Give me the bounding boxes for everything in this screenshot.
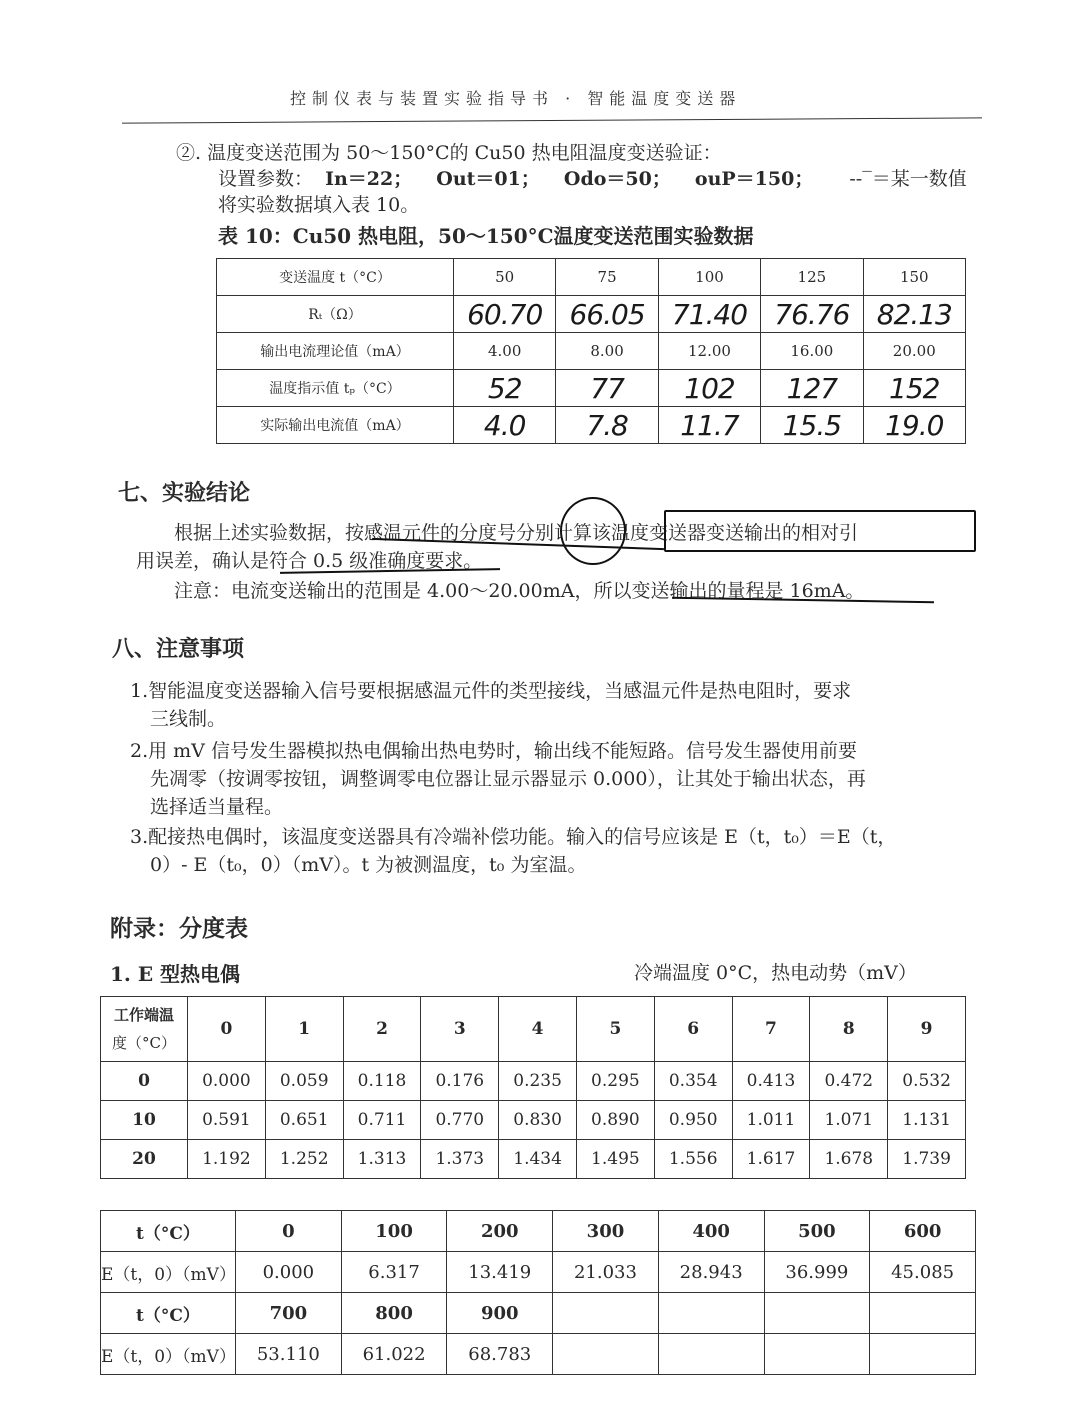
e-table-col-head: 3 (421, 997, 499, 1062)
v-table-e-cell: 13.419 (447, 1252, 553, 1293)
e-table-row-head: 10 (101, 1101, 188, 1140)
v-table-t-row (101, 1211, 976, 1252)
v-table-e-row (101, 1252, 976, 1293)
v-table-e-cell (658, 1334, 764, 1375)
table-10-row-label: 输出电流理论值（mA） (217, 333, 454, 370)
ink-box-mark (664, 510, 976, 552)
v-table-e-cell: 0.000 (236, 1252, 342, 1293)
e-table-cell: 0.235 (499, 1062, 577, 1101)
v-table-e-cell: 68.783 (447, 1334, 553, 1375)
e-table-cell: 1.495 (576, 1140, 654, 1179)
table-10-row (217, 296, 966, 333)
v-table-e-cell (553, 1334, 659, 1375)
v-table-e-cell: 21.033 (553, 1252, 659, 1293)
e-table-col-head: 4 (499, 997, 577, 1062)
table-10-cell: 8.00 (556, 333, 658, 370)
e-table-cell: 1.739 (888, 1140, 966, 1179)
table-10-cell: 60.70 (454, 296, 556, 333)
table-10-cell: 52 (454, 370, 556, 407)
e-table-cell: 0.472 (810, 1062, 888, 1101)
table-10-cell: 125 (761, 259, 863, 296)
e-table-row (101, 1062, 966, 1101)
table-10-cell: 4.00 (454, 333, 556, 370)
header-rule (122, 117, 982, 123)
e-table-header-row (101, 997, 966, 1062)
e-type-table-2 (100, 1210, 976, 1375)
e-table-cell: 0.176 (421, 1062, 499, 1101)
v-table-e-label: E（t，0）（mV） (101, 1334, 236, 1375)
table-10-cell: 127 (761, 370, 863, 407)
table-10-cell: 20.00 (863, 333, 965, 370)
note-line: 选择适当量程。 (150, 796, 284, 818)
corner-line-2: 度（°C） (112, 1034, 176, 1052)
v-table-e-row (101, 1334, 976, 1375)
v-table-t-cell (870, 1293, 976, 1334)
e-table-cell: 0.295 (576, 1062, 654, 1101)
v-table-t-cell: 100 (341, 1211, 447, 1252)
v-table-t-cell: 0 (236, 1211, 342, 1252)
ink-circle-mark (560, 497, 626, 565)
table-10-row (217, 407, 966, 444)
e-table-cell: 0.059 (265, 1062, 343, 1101)
table-10-row-label: 温度指示值 tₚ（°C） (217, 370, 454, 407)
e-table-row (101, 1101, 966, 1140)
e-table-cell: 0.890 (576, 1101, 654, 1140)
param-odo: Odo＝50； (563, 168, 671, 190)
v-table-e-label: E（t，0）（mV） (101, 1252, 236, 1293)
v-table-t-row (101, 1293, 976, 1334)
e-table-col-head: 7 (732, 997, 810, 1062)
conclusion-heading: 七、实验结论 (118, 480, 251, 506)
note-line: 1.智能温度变送器输入信号要根据感温元件的类型接线，当感温元件是热电阻时，要求 (130, 680, 852, 702)
conclusion-line-1: 根据上述实验数据，按感温元件的分度号分别计算该温度变送器变送输出的相对引 (174, 522, 859, 544)
v-table-t-cell: 400 (658, 1211, 764, 1252)
param-note: --‾＝某一数值 (849, 168, 967, 190)
e-table-row-head: 20 (101, 1140, 188, 1179)
param-in: In＝22； (325, 168, 413, 190)
table-10-cell: 4.0 (454, 407, 556, 444)
param-out: Out＝01； (436, 168, 540, 190)
table-10-title: 表 10：Cu50 热电阻，50～150°C温度变送范围实验数据 (218, 224, 754, 248)
conclusion-line-3: 注意：电流变送输出的范围是 4.00～20.00mA，所以变送输出的量程是 16mA。 (174, 580, 865, 602)
e-table-col-head: 2 (343, 997, 421, 1062)
e-table-cell: 1.131 (888, 1101, 966, 1140)
e-table-cell: 1.678 (810, 1140, 888, 1179)
e-table-cell: 0.000 (188, 1062, 266, 1101)
note-line: 3.配接热电偶时，该温度变送器具有冷端补偿功能。输入的信号应该是 E（t，t₀）＝E（t， (130, 826, 897, 848)
table-10-cell: 100 (658, 259, 760, 296)
e-table-corner (101, 997, 188, 1062)
v-table-t-cell: 300 (553, 1211, 659, 1252)
e-table-cell: 1.192 (188, 1140, 266, 1179)
e-table-cell: 0.532 (888, 1062, 966, 1101)
table-10-row (217, 333, 966, 370)
e-table-cell: 0.118 (343, 1062, 421, 1101)
v-table-t-cell: 200 (447, 1211, 553, 1252)
e-table-cell: 1.617 (732, 1140, 810, 1179)
table-10-cell: 7.8 (556, 407, 658, 444)
v-table-e-cell (764, 1334, 870, 1375)
e-table-cell: 1.373 (421, 1140, 499, 1179)
e-table-col-head: 6 (654, 997, 732, 1062)
e-table-col-head: 9 (888, 997, 966, 1062)
e-table-cell: 1.313 (343, 1140, 421, 1179)
table-10-cell: 11.7 (658, 407, 760, 444)
e-table-cell: 0.950 (654, 1101, 732, 1140)
v-table-t-cell: 700 (236, 1293, 342, 1334)
v-table-t-cell: 500 (764, 1211, 870, 1252)
e-table-col-head: 0 (188, 997, 266, 1062)
table-10-row-label: Rₜ（Ω） (217, 296, 454, 333)
note-line: 2.用 mV 信号发生器模拟热电偶输出热电势时，输出线不能短路。信号发生器使用前要 (130, 740, 857, 762)
table-10-row (217, 259, 966, 296)
v-table-t-cell (764, 1293, 870, 1334)
v-table-e-cell: 61.022 (341, 1334, 447, 1375)
appendix-heading: 附录：分度表 (110, 915, 248, 942)
e-table-cell: 0.711 (343, 1101, 421, 1140)
v-table-e-cell: 53.110 (236, 1334, 342, 1375)
e-table-cell: 0.591 (188, 1101, 266, 1140)
table-10-cell: 15.5 (761, 407, 863, 444)
table-10-cell: 76.76 (761, 296, 863, 333)
e-table-cell: 0.413 (732, 1062, 810, 1101)
table-10-cell: 152 (863, 370, 965, 407)
table-10 (216, 258, 966, 444)
appendix-subheading: 1. E 型热电偶 (110, 962, 241, 986)
intro-line-3: 将实验数据填入表 10。 (218, 194, 420, 216)
v-table-t-label: t（°C） (101, 1211, 236, 1252)
table-10-cell: 77 (556, 370, 658, 407)
e-table-cell: 1.556 (654, 1140, 732, 1179)
corner-line-1: 工作端温 (113, 1006, 174, 1024)
v-table-t-cell (553, 1293, 659, 1334)
table-10-cell: 150 (863, 259, 965, 296)
v-table-e-cell: 6.317 (341, 1252, 447, 1293)
e-table-cell: 0.651 (265, 1101, 343, 1140)
cold-junction-note: 冷端温度 0°C，热电动势（mV） (634, 962, 917, 984)
v-table-t-cell: 600 (870, 1211, 976, 1252)
e-table-cell: 1.434 (499, 1140, 577, 1179)
v-table-e-cell: 45.085 (870, 1252, 976, 1293)
conclusion-line-2: 用误差，确认是符合 0.5 级准确度要求。 (136, 550, 483, 572)
note-line: 0）- E（t₀，0）（mV）。t 为被测温度，t₀ 为室温。 (150, 854, 587, 876)
e-table-cell: 1.011 (732, 1101, 810, 1140)
v-table-t-label: t（°C） (101, 1293, 236, 1334)
e-table-cell: 0.770 (421, 1101, 499, 1140)
e-table-cell: 0.354 (654, 1062, 732, 1101)
intro-params (218, 164, 967, 191)
page-header: 控制仪表与装置实验指导书 · 智能温度变送器 (290, 89, 742, 108)
notes-heading: 八、注意事项 (112, 636, 245, 662)
e-table-row-head: 0 (101, 1062, 188, 1101)
e-table-cell: 0.830 (499, 1101, 577, 1140)
table-10-cell: 71.40 (658, 296, 760, 333)
table-10-row-label: 实际输出电流值（mA） (217, 407, 454, 444)
note-line: 先凋零（按调零按钮，调整调零电位器让显示器显示 0.000），让其处于输出状态，再 (150, 768, 866, 790)
table-10-cell: 75 (556, 259, 658, 296)
e-table-cell: 1.252 (265, 1140, 343, 1179)
table-10-row (217, 370, 966, 407)
v-table-t-cell: 800 (341, 1293, 447, 1334)
params-label: 设置参数： (218, 168, 314, 190)
e-table-col-head: 8 (810, 997, 888, 1062)
e-type-table (100, 996, 966, 1179)
table-10-cell: 66.05 (556, 296, 658, 333)
v-table-t-cell: 900 (447, 1293, 553, 1334)
table-10-cell: 19.0 (863, 407, 965, 444)
v-table-t-cell (658, 1293, 764, 1334)
v-table-e-cell: 36.999 (764, 1252, 870, 1293)
table-10-row-label: 变送温度 t（°C） (217, 259, 454, 296)
table-10-cell: 102 (658, 370, 760, 407)
table-10-cell: 12.00 (658, 333, 760, 370)
e-table-row (101, 1140, 966, 1179)
table-10-cell: 16.00 (761, 333, 863, 370)
v-table-e-cell: 28.943 (658, 1252, 764, 1293)
e-table-col-head: 1 (265, 997, 343, 1062)
table-10-cell: 82.13 (863, 296, 965, 333)
param-oup: ouP＝150； (694, 168, 814, 190)
table-10-cell: 50 (454, 259, 556, 296)
intro-line-1: ②. 温度变送范围为 50～150°C的 Cu50 热电阻温度变送验证： (176, 142, 722, 164)
note-line: 三线制。 (150, 708, 227, 730)
e-table-col-head: 5 (576, 997, 654, 1062)
e-table-cell: 1.071 (810, 1101, 888, 1140)
v-table-e-cell (870, 1334, 976, 1375)
